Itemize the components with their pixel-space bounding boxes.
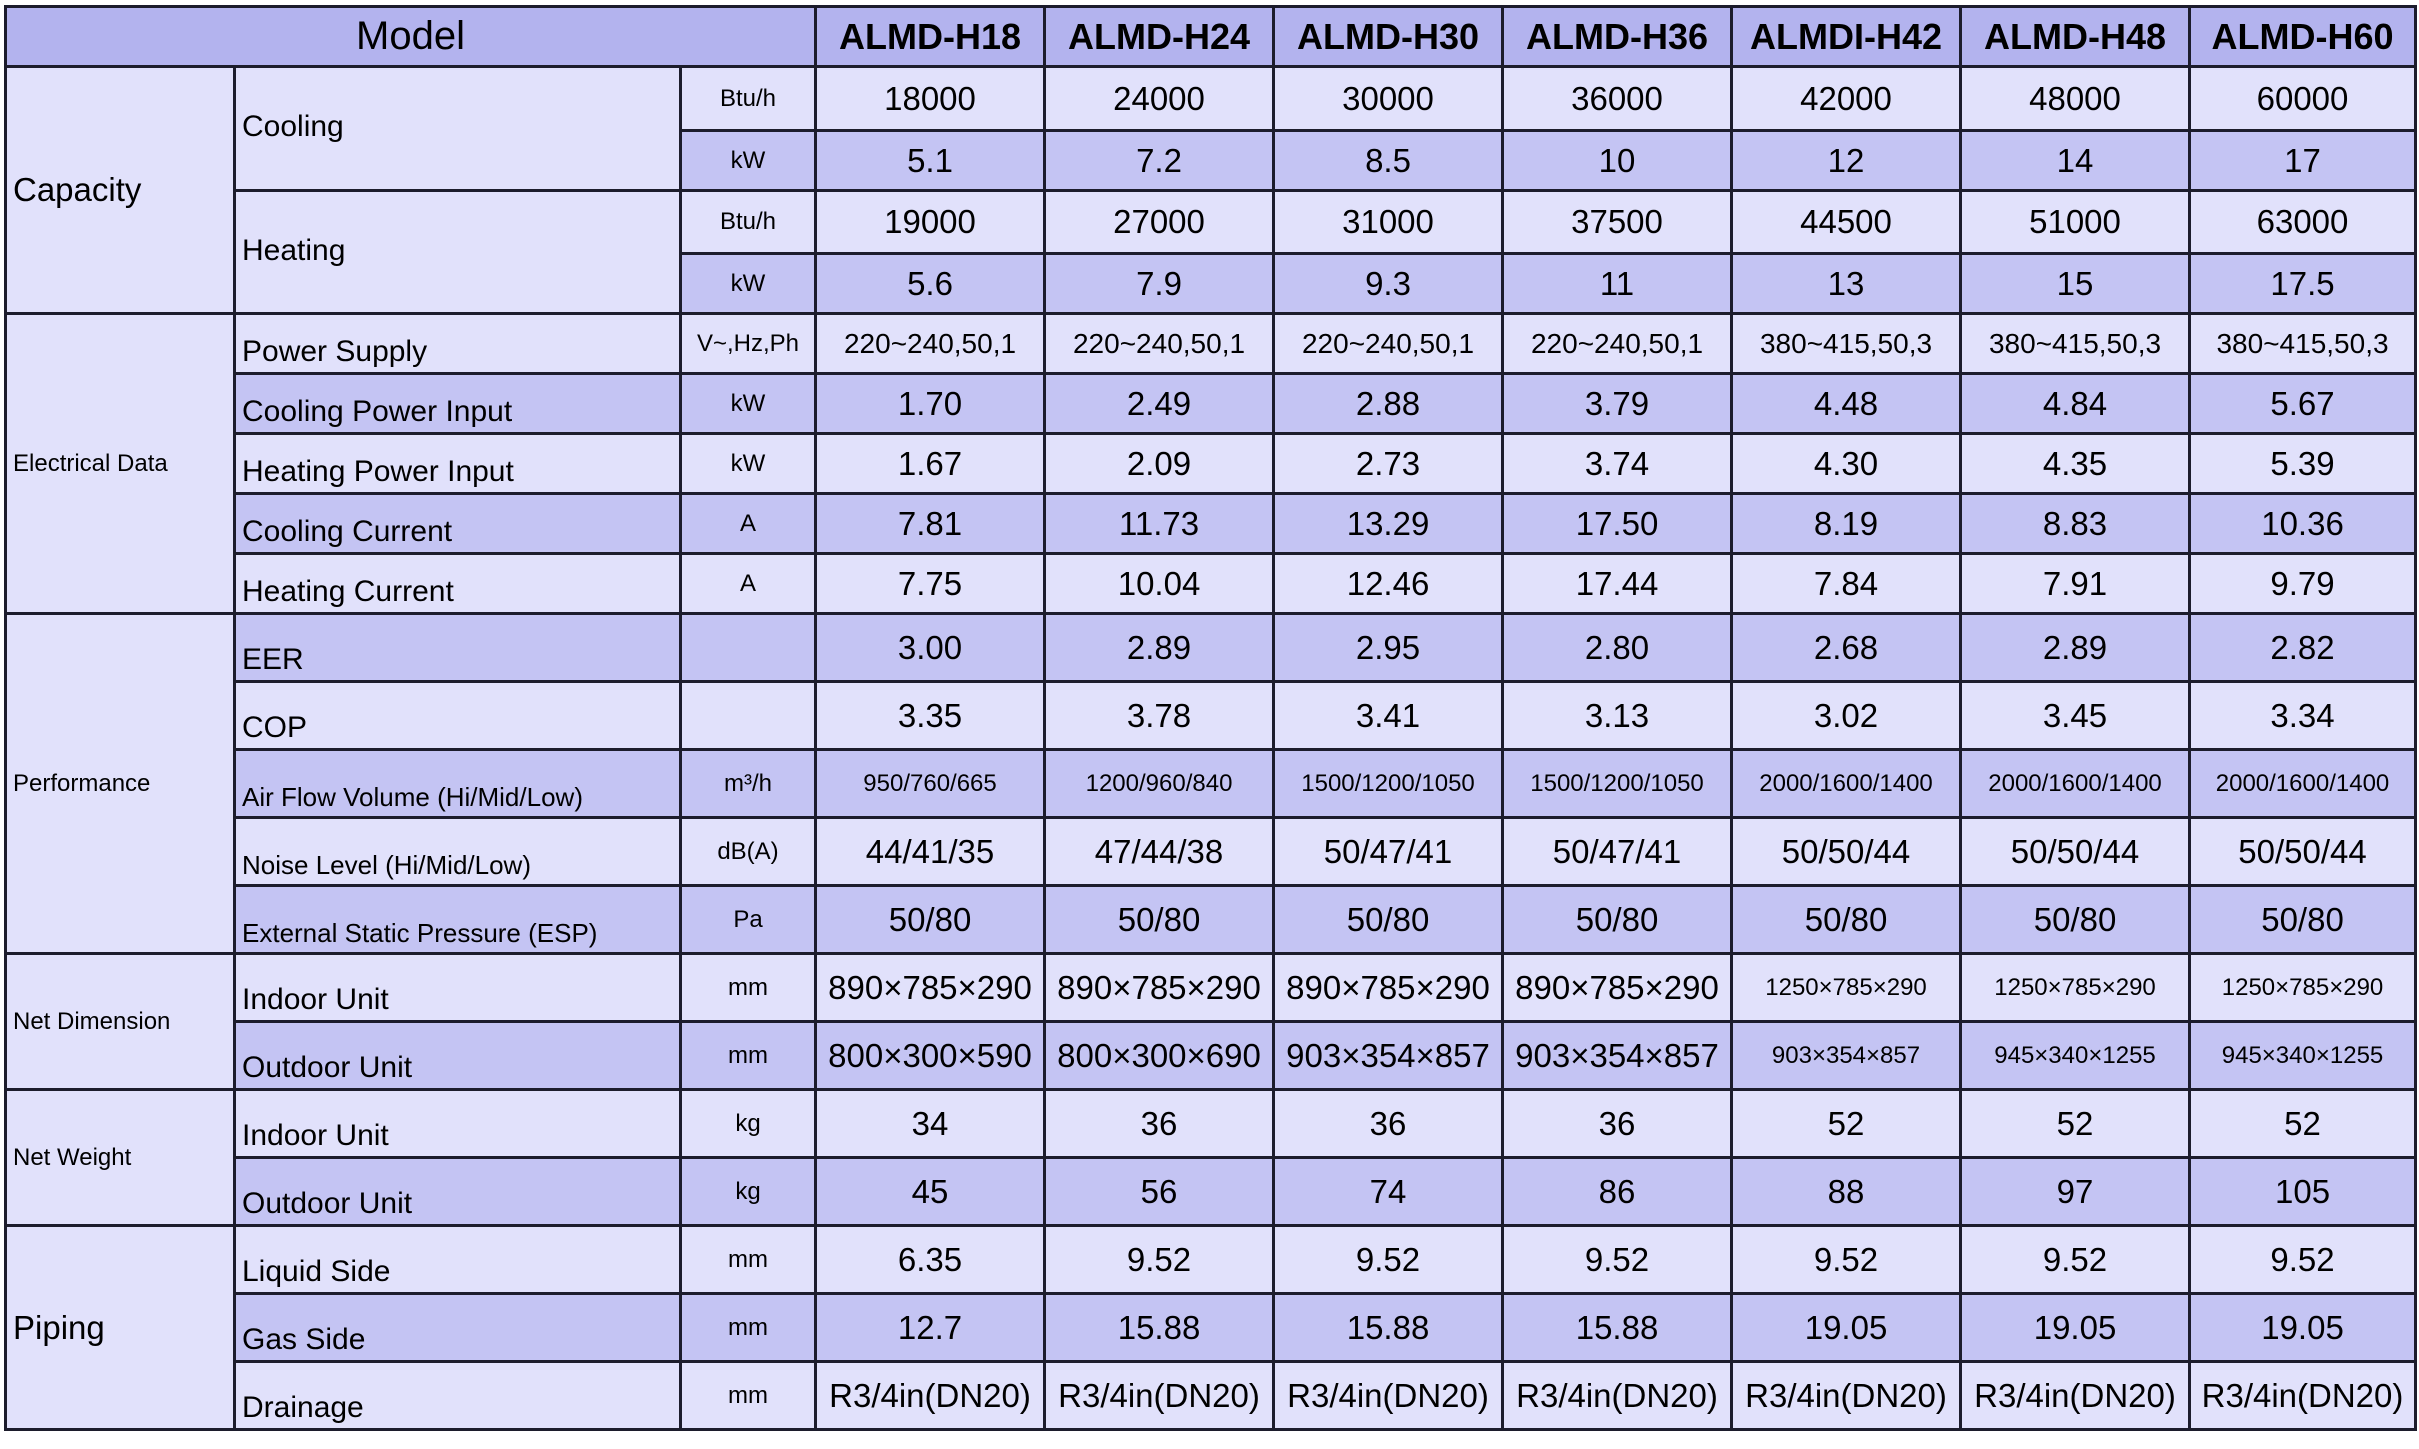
value-cell: 4.48	[1732, 374, 1961, 434]
value-cell: 903×354×857	[1503, 1022, 1732, 1090]
row-label: Indoor Unit	[235, 1090, 681, 1158]
value-cell: 2.49	[1045, 374, 1274, 434]
group-label: Electrical Data	[6, 314, 235, 614]
table-row	[6, 1362, 2416, 1430]
unit-cell: mm	[681, 1362, 816, 1430]
group-label: Piping	[6, 1226, 235, 1430]
row-label: Outdoor Unit	[235, 1158, 681, 1226]
value-cell: 13.29	[1274, 494, 1503, 554]
value-cell: 7.91	[1961, 554, 2190, 614]
value-cell: 36	[1045, 1090, 1274, 1158]
value-cell: 19.05	[1961, 1294, 2190, 1362]
table-row	[6, 1226, 2416, 1294]
unit-cell	[681, 682, 816, 750]
table-row	[6, 682, 2416, 750]
value-cell: 2.09	[1045, 434, 1274, 494]
value-cell: 890×785×290	[816, 954, 1045, 1022]
value-cell: 9.52	[1045, 1226, 1274, 1294]
value-cell: 9.52	[1961, 1226, 2190, 1294]
value-cell: 2.68	[1732, 614, 1961, 682]
value-cell: 800×300×590	[816, 1022, 1045, 1090]
table-row	[6, 1158, 2416, 1226]
value-cell: 1200/960/840	[1045, 750, 1274, 818]
value-cell: 9.52	[1274, 1226, 1503, 1294]
unit-cell: m³/h	[681, 750, 816, 818]
row-label: Noise Level (Hi/Mid/Low)	[235, 818, 681, 886]
value-cell: 2.80	[1503, 614, 1732, 682]
value-cell: 3.35	[816, 682, 1045, 750]
spec-table	[4, 5, 2417, 1431]
value-cell: 220~240,50,1	[1045, 314, 1274, 374]
row-label: EER	[235, 614, 681, 682]
value-cell: 47/44/38	[1045, 818, 1274, 886]
value-cell: 86	[1503, 1158, 1732, 1226]
value-cell: 2.95	[1274, 614, 1503, 682]
model-header: Model	[6, 7, 816, 67]
row-label: Heating Power Input	[235, 434, 681, 494]
value-cell: 19.05	[1732, 1294, 1961, 1362]
value-cell: 52	[1961, 1090, 2190, 1158]
value-cell: 17.44	[1503, 554, 1732, 614]
row-label: Heating Current	[235, 554, 681, 614]
value-cell: 15.88	[1274, 1294, 1503, 1362]
value-cell: 48000	[1961, 67, 2190, 131]
value-cell: 7.81	[816, 494, 1045, 554]
value-cell: 36	[1503, 1090, 1732, 1158]
value-cell: 2000/1600/1400	[1961, 750, 2190, 818]
header-row	[6, 7, 2416, 67]
value-cell: 50/47/41	[1503, 818, 1732, 886]
value-cell: 2.73	[1274, 434, 1503, 494]
value-cell: 9.52	[1732, 1226, 1961, 1294]
value-cell: 50/47/41	[1274, 818, 1503, 886]
value-cell: 5.39	[2190, 434, 2416, 494]
value-cell: 5.6	[816, 254, 1045, 314]
row-label: COP	[235, 682, 681, 750]
unit-cell: kg	[681, 1090, 816, 1158]
value-cell: 105	[2190, 1158, 2416, 1226]
value-cell: 800×300×690	[1045, 1022, 1274, 1090]
value-cell: 74	[1274, 1158, 1503, 1226]
value-cell: 50/50/44	[1961, 818, 2190, 886]
value-cell: 950/760/665	[816, 750, 1045, 818]
table-row	[6, 374, 2416, 434]
value-cell: 12.46	[1274, 554, 1503, 614]
value-cell: 890×785×290	[1503, 954, 1732, 1022]
unit-cell: kW	[681, 254, 816, 314]
value-cell: 14	[1961, 131, 2190, 191]
value-cell: 50/80	[1274, 886, 1503, 954]
value-cell: 36000	[1503, 67, 1732, 131]
row-label: Heating	[235, 191, 681, 314]
row-label: Cooling	[235, 67, 681, 191]
value-cell: 8.83	[1961, 494, 2190, 554]
model-name: ALMD-H30	[1274, 7, 1503, 67]
value-cell: 15	[1961, 254, 2190, 314]
value-cell: 945×340×1255	[2190, 1022, 2416, 1090]
value-cell: 1250×785×290	[1961, 954, 2190, 1022]
value-cell: 18000	[816, 67, 1045, 131]
value-cell: 3.78	[1045, 682, 1274, 750]
value-cell: 11	[1503, 254, 1732, 314]
value-cell: 10	[1503, 131, 1732, 191]
value-cell: 52	[2190, 1090, 2416, 1158]
value-cell: 50/50/44	[2190, 818, 2416, 886]
value-cell: 3.02	[1732, 682, 1961, 750]
table-row	[6, 1090, 2416, 1158]
value-cell: 24000	[1045, 67, 1274, 131]
unit-cell: dB(A)	[681, 818, 816, 886]
unit-cell: kW	[681, 434, 816, 494]
value-cell: 31000	[1274, 191, 1503, 254]
value-cell: 15.88	[1503, 1294, 1732, 1362]
value-cell: 8.5	[1274, 131, 1503, 191]
value-cell: R3/4in(DN20)	[1045, 1362, 1274, 1430]
value-cell: 13	[1732, 254, 1961, 314]
value-cell: 97	[1961, 1158, 2190, 1226]
row-label: Drainage	[235, 1362, 681, 1430]
table-row	[6, 554, 2416, 614]
value-cell: 380~415,50,3	[1961, 314, 2190, 374]
value-cell: 9.52	[2190, 1226, 2416, 1294]
unit-cell: A	[681, 554, 816, 614]
value-cell: 1500/1200/1050	[1503, 750, 1732, 818]
value-cell: 44/41/35	[816, 818, 1045, 886]
value-cell: 50/80	[1503, 886, 1732, 954]
value-cell: 42000	[1732, 67, 1961, 131]
model-name: ALMD-H18	[816, 7, 1045, 67]
value-cell: 50/80	[1732, 886, 1961, 954]
table-row	[6, 314, 2416, 374]
value-cell: 36	[1274, 1090, 1503, 1158]
row-label: Cooling Current	[235, 494, 681, 554]
group-label: Capacity	[6, 67, 235, 314]
value-cell: 19.05	[2190, 1294, 2416, 1362]
value-cell: 2000/1600/1400	[2190, 750, 2416, 818]
value-cell: R3/4in(DN20)	[1503, 1362, 1732, 1430]
unit-cell: A	[681, 494, 816, 554]
unit-cell: mm	[681, 1294, 816, 1362]
row-label: Liquid Side	[235, 1226, 681, 1294]
table-row	[6, 818, 2416, 886]
value-cell: 1.67	[816, 434, 1045, 494]
value-cell: 2000/1600/1400	[1732, 750, 1961, 818]
unit-cell: Btu/h	[681, 191, 816, 254]
row-label: Gas Side	[235, 1294, 681, 1362]
value-cell: R3/4in(DN20)	[2190, 1362, 2416, 1430]
value-cell: 1250×785×290	[2190, 954, 2416, 1022]
value-cell: 15.88	[1045, 1294, 1274, 1362]
value-cell: 220~240,50,1	[1274, 314, 1503, 374]
value-cell: 7.75	[816, 554, 1045, 614]
value-cell: 17	[2190, 131, 2416, 191]
value-cell: 17.5	[2190, 254, 2416, 314]
value-cell: 3.34	[2190, 682, 2416, 750]
value-cell: 8.19	[1732, 494, 1961, 554]
value-cell: 27000	[1045, 191, 1274, 254]
value-cell: 6.35	[816, 1226, 1045, 1294]
model-name: ALMD-H48	[1961, 7, 2190, 67]
value-cell: 903×354×857	[1274, 1022, 1503, 1090]
value-cell: 5.1	[816, 131, 1045, 191]
value-cell: 52	[1732, 1090, 1961, 1158]
value-cell: 56	[1045, 1158, 1274, 1226]
unit-cell: Pa	[681, 886, 816, 954]
value-cell: 1500/1200/1050	[1274, 750, 1503, 818]
value-cell: 890×785×290	[1045, 954, 1274, 1022]
value-cell: 10.04	[1045, 554, 1274, 614]
value-cell: 890×785×290	[1274, 954, 1503, 1022]
table-row	[6, 750, 2416, 818]
value-cell: 3.74	[1503, 434, 1732, 494]
value-cell: 2.89	[1045, 614, 1274, 682]
table-row	[6, 434, 2416, 494]
value-cell: 3.41	[1274, 682, 1503, 750]
value-cell: 4.84	[1961, 374, 2190, 434]
value-cell: 220~240,50,1	[816, 314, 1045, 374]
value-cell: 50/50/44	[1732, 818, 1961, 886]
row-label: Indoor Unit	[235, 954, 681, 1022]
value-cell: 380~415,50,3	[1732, 314, 1961, 374]
value-cell: 7.84	[1732, 554, 1961, 614]
unit-cell: kg	[681, 1158, 816, 1226]
value-cell: 11.73	[1045, 494, 1274, 554]
value-cell: 945×340×1255	[1961, 1022, 2190, 1090]
value-cell: 4.30	[1732, 434, 1961, 494]
value-cell: 7.9	[1045, 254, 1274, 314]
unit-cell: mm	[681, 1022, 816, 1090]
group-label: Performance	[6, 614, 235, 954]
value-cell: R3/4in(DN20)	[816, 1362, 1045, 1430]
value-cell: 60000	[2190, 67, 2416, 131]
value-cell: R3/4in(DN20)	[1732, 1362, 1961, 1430]
table-row	[6, 67, 2416, 131]
table-row	[6, 494, 2416, 554]
value-cell: 4.35	[1961, 434, 2190, 494]
row-label: Power Supply	[235, 314, 681, 374]
value-cell: 2.88	[1274, 374, 1503, 434]
value-cell: 44500	[1732, 191, 1961, 254]
unit-cell: mm	[681, 954, 816, 1022]
value-cell: 9.79	[2190, 554, 2416, 614]
model-name: ALMDI-H42	[1732, 7, 1961, 67]
value-cell: 12	[1732, 131, 1961, 191]
value-cell: 220~240,50,1	[1503, 314, 1732, 374]
group-label: Net Weight	[6, 1090, 235, 1226]
value-cell: 1.70	[816, 374, 1045, 434]
table-row	[6, 614, 2416, 682]
value-cell: 30000	[1274, 67, 1503, 131]
value-cell: 17.50	[1503, 494, 1732, 554]
unit-cell: kW	[681, 374, 816, 434]
value-cell: 19000	[816, 191, 1045, 254]
table-row	[6, 1294, 2416, 1362]
value-cell: R3/4in(DN20)	[1274, 1362, 1503, 1430]
value-cell: 5.67	[2190, 374, 2416, 434]
value-cell: 1250×785×290	[1732, 954, 1961, 1022]
value-cell: 50/80	[2190, 886, 2416, 954]
value-cell: 34	[816, 1090, 1045, 1158]
value-cell: 50/80	[1961, 886, 2190, 954]
value-cell: 37500	[1503, 191, 1732, 254]
value-cell: 50/80	[1045, 886, 1274, 954]
value-cell: 3.13	[1503, 682, 1732, 750]
value-cell: 50/80	[816, 886, 1045, 954]
value-cell: 3.45	[1961, 682, 2190, 750]
table-row	[6, 1022, 2416, 1090]
table-row	[6, 191, 2416, 254]
unit-cell: kW	[681, 131, 816, 191]
value-cell: 10.36	[2190, 494, 2416, 554]
unit-cell: V~,Hz,Ph	[681, 314, 816, 374]
value-cell: 9.3	[1274, 254, 1503, 314]
row-label: External Static Pressure (ESP)	[235, 886, 681, 954]
value-cell: 903×354×857	[1732, 1022, 1961, 1090]
value-cell: R3/4in(DN20)	[1961, 1362, 2190, 1430]
value-cell: 63000	[2190, 191, 2416, 254]
model-name: ALMD-H36	[1503, 7, 1732, 67]
group-label: Net Dimension	[6, 954, 235, 1090]
value-cell: 9.52	[1503, 1226, 1732, 1294]
model-name: ALMD-H24	[1045, 7, 1274, 67]
value-cell: 7.2	[1045, 131, 1274, 191]
row-label: Air Flow Volume (Hi/Mid/Low)	[235, 750, 681, 818]
row-label: Outdoor Unit	[235, 1022, 681, 1090]
value-cell: 45	[816, 1158, 1045, 1226]
value-cell: 3.79	[1503, 374, 1732, 434]
unit-cell: mm	[681, 1226, 816, 1294]
unit-cell	[681, 614, 816, 682]
table-row	[6, 886, 2416, 954]
table-row	[6, 954, 2416, 1022]
value-cell: 2.82	[2190, 614, 2416, 682]
value-cell: 12.7	[816, 1294, 1045, 1362]
value-cell: 88	[1732, 1158, 1961, 1226]
value-cell: 2.89	[1961, 614, 2190, 682]
value-cell: 380~415,50,3	[2190, 314, 2416, 374]
unit-cell: Btu/h	[681, 67, 816, 131]
row-label: Cooling Power Input	[235, 374, 681, 434]
value-cell: 51000	[1961, 191, 2190, 254]
model-name: ALMD-H60	[2190, 7, 2416, 67]
value-cell: 3.00	[816, 614, 1045, 682]
